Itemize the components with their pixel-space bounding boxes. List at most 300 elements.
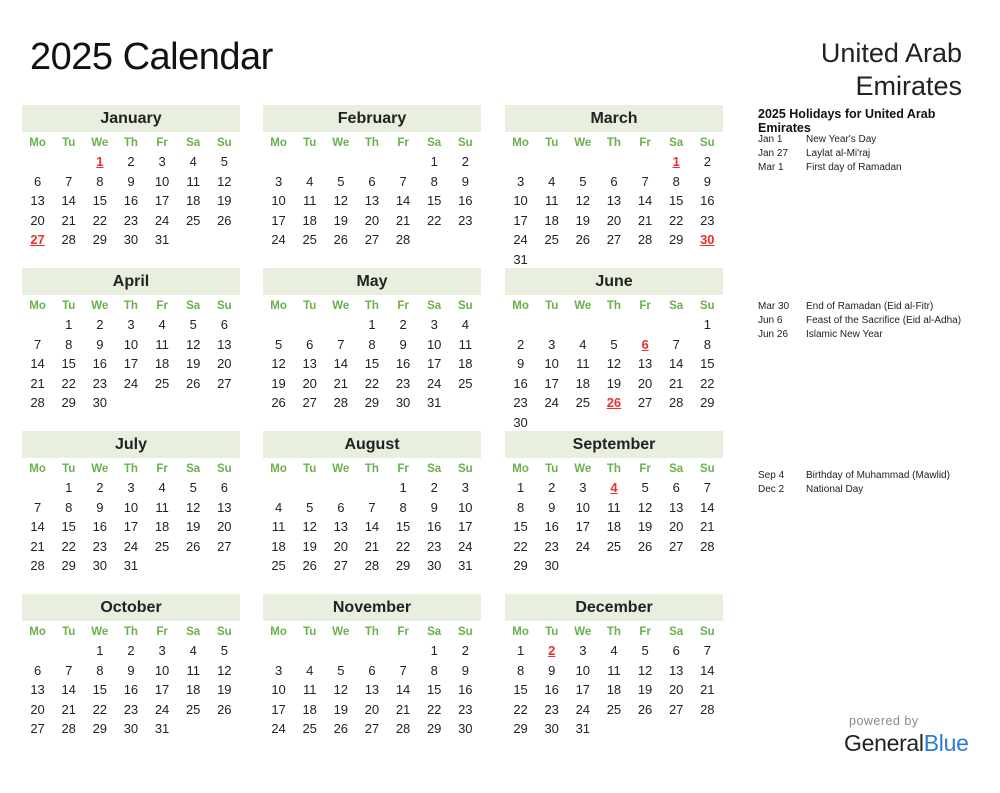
month-1 — [263, 105, 481, 250]
month-name: December — [505, 594, 723, 621]
calendar-day: 8 — [703, 336, 711, 352]
calendar-day: 28 — [30, 558, 45, 574]
calendar-day: 30 — [395, 395, 411, 411]
calendar-day: 25 — [185, 212, 201, 228]
calendar-day: 29 — [513, 721, 528, 737]
calendar-day: 9 — [548, 662, 556, 678]
holiday-date: Mar 1 — [758, 162, 784, 173]
empty-cell — [536, 152, 567, 172]
holiday-name: Islamic New Year — [806, 329, 883, 340]
month-0 — [22, 105, 240, 250]
calendar-day: 24 — [154, 701, 170, 717]
calendar-day: 17 — [154, 682, 170, 698]
calendar-day: 20 — [668, 519, 684, 535]
empty-cell — [505, 315, 536, 335]
empty-cell — [356, 641, 387, 661]
calendar-day: 28 — [637, 232, 653, 248]
calendar-day: 10 — [513, 193, 528, 209]
calendar-day: 13 — [637, 356, 653, 372]
calendar-day: 22 — [700, 375, 715, 391]
calendar-day: 20 — [302, 375, 317, 391]
month-9 — [22, 594, 240, 739]
weekday-label: Tu — [62, 463, 76, 475]
month-name: February — [263, 105, 481, 132]
calendar-day: 2 — [516, 336, 525, 352]
holiday-day: 1 — [672, 154, 680, 169]
calendar-day: 5 — [579, 173, 587, 189]
calendar-day: 2 — [548, 480, 556, 495]
calendar-day: 22 — [61, 375, 76, 391]
month-2 — [505, 105, 723, 270]
weekday-label: We — [91, 137, 109, 149]
weekday-label: We — [574, 300, 592, 312]
month-name: April — [22, 268, 240, 295]
calendar-day: 29 — [700, 395, 715, 411]
calendar-day: 13 — [668, 499, 684, 515]
calendar-day: 14 — [700, 499, 715, 515]
weekday-label: Sa — [186, 300, 201, 312]
calendar-day: 21 — [700, 682, 715, 698]
calendar-day: 13 — [364, 193, 380, 209]
weekday-label: Tu — [62, 137, 76, 149]
weekday-label: Fr — [639, 626, 651, 638]
weekday-label: Su — [699, 300, 715, 312]
calendar-day: 21 — [61, 212, 76, 228]
calendar-day: 30 — [123, 232, 139, 248]
calendar-day: 20 — [333, 538, 349, 554]
calendar-day: 27 — [333, 558, 349, 574]
calendar-day: 25 — [606, 701, 622, 717]
calendar-day: 5 — [337, 662, 345, 678]
calendar-day: 1 — [65, 480, 73, 495]
empty-cell — [630, 315, 661, 335]
empty-cell — [22, 315, 53, 335]
calendar-day: 7 — [65, 662, 73, 678]
calendar-day: 12 — [185, 336, 201, 352]
weekday-label: Th — [123, 137, 138, 149]
calendar-day: 13 — [30, 193, 45, 209]
holiday-day: 4 — [610, 480, 618, 495]
empty-cell — [263, 478, 294, 498]
calendar-day: 1 — [399, 480, 407, 495]
empty-cell — [325, 152, 356, 172]
calendar-day: 23 — [513, 395, 528, 411]
calendar-day: 5 — [641, 480, 649, 495]
calendar-day: 9 — [399, 336, 407, 352]
month-10 — [263, 594, 481, 739]
calendar-day: 9 — [430, 499, 438, 515]
calendar-day: 29 — [92, 232, 108, 248]
calendar-day: 30 — [123, 721, 139, 737]
calendar-day: 14 — [364, 519, 380, 535]
calendar-day: 12 — [333, 682, 349, 698]
month-days-grid — [22, 298, 240, 413]
calendar-day: 10 — [154, 173, 170, 189]
calendar-day: 26 — [217, 701, 232, 717]
calendar-day: 25 — [302, 232, 317, 248]
holiday-day: 6 — [641, 336, 649, 352]
month-11 — [505, 594, 723, 739]
calendar-day: 25 — [302, 721, 317, 737]
calendar-day: 3 — [516, 173, 525, 189]
calendar-day: 7 — [33, 336, 42, 352]
calendar-day: 7 — [33, 499, 42, 515]
calendar-day: 26 — [333, 721, 349, 737]
calendar-day: 26 — [271, 395, 286, 411]
calendar-day: 6 — [368, 662, 376, 678]
weekday-label: Fr — [397, 300, 409, 312]
calendar-day: 28 — [333, 395, 349, 411]
calendar-day: 2 — [461, 154, 469, 169]
weekday-label: Mo — [270, 137, 287, 149]
calendar-day: 13 — [668, 662, 684, 678]
weekday-label: We — [332, 137, 350, 149]
month-name: August — [263, 431, 481, 458]
holiday-item — [758, 469, 988, 483]
calendar-day: 26 — [575, 232, 591, 248]
calendar-day: 19 — [333, 212, 349, 228]
calendar-day: 11 — [302, 193, 317, 209]
empty-cell — [22, 152, 53, 172]
holiday-list — [758, 300, 988, 342]
weekday-label: Tu — [303, 626, 317, 638]
calendar-day: 6 — [672, 643, 680, 658]
calendar-day: 14 — [395, 193, 411, 209]
weekday-label: Sa — [427, 137, 442, 149]
calendar-day: 9 — [548, 499, 556, 515]
calendar-day: 5 — [610, 336, 618, 352]
calendar-day: 11 — [155, 499, 169, 515]
calendar-day: 17 — [513, 212, 528, 228]
calendar-day: 24 — [575, 701, 591, 717]
holiday-item — [758, 483, 988, 497]
month-5 — [505, 268, 723, 433]
weekday-label: Th — [123, 300, 138, 312]
brand-text-blue: Blue — [923, 730, 969, 756]
calendar-day: 29 — [61, 395, 76, 411]
calendar-day: 19 — [271, 375, 286, 391]
calendar-day: 4 — [158, 480, 166, 495]
weekday-label: Su — [457, 300, 473, 312]
weekday-label: Su — [216, 463, 232, 475]
calendar-day: 3 — [579, 643, 587, 658]
calendar-day: 5 — [220, 154, 228, 169]
calendar-day: 24 — [426, 375, 442, 391]
calendar-day: 30 — [544, 721, 559, 737]
calendar-day: 16 — [700, 193, 715, 209]
calendar-day: 28 — [700, 701, 715, 717]
calendar-day: 21 — [637, 212, 653, 228]
calendar-day: 6 — [337, 499, 345, 515]
calendar-day: 20 — [30, 212, 45, 228]
calendar-day: 15 — [513, 682, 528, 698]
calendar-day: 24 — [544, 395, 559, 411]
calendar-day: 26 — [217, 212, 232, 228]
calendar-day: 19 — [185, 519, 201, 535]
calendar-day: 9 — [461, 173, 469, 189]
empty-cell — [505, 152, 536, 172]
weekday-label: Sa — [186, 137, 201, 149]
calendar-day: 23 — [426, 538, 442, 554]
calendar-day: 15 — [426, 682, 442, 698]
calendar-day: 31 — [154, 721, 170, 737]
calendar-day: 6 — [672, 480, 680, 495]
holiday-list — [758, 133, 988, 175]
calendar-day: 12 — [606, 356, 622, 372]
calendar-day: 18 — [302, 212, 317, 228]
calendar-day: 21 — [30, 375, 45, 391]
page-title: 2025 Calendar — [30, 36, 273, 78]
holiday-date: Jan 1 — [758, 134, 783, 145]
calendar-day: 14 — [395, 682, 411, 698]
calendar-day: 10 — [271, 682, 286, 698]
weekday-label: Sa — [186, 626, 201, 638]
calendar-day: 11 — [576, 356, 590, 372]
calendar-day: 2 — [96, 317, 104, 332]
holiday-item — [758, 314, 988, 328]
calendar-day: 31 — [154, 232, 170, 248]
calendar-day: 11 — [544, 193, 559, 209]
calendar-day: 12 — [217, 662, 232, 678]
empty-cell — [567, 315, 598, 335]
calendar-day: 7 — [399, 173, 407, 189]
calendar-day: 4 — [548, 173, 556, 189]
month-name: November — [263, 594, 481, 621]
calendar-day: 21 — [61, 701, 76, 717]
weekday-label: Fr — [397, 626, 409, 638]
calendar-day: 16 — [123, 682, 139, 698]
weekday-label: Fr — [156, 300, 168, 312]
holiday-day: 30 — [700, 232, 715, 248]
weekday-label: Mo — [512, 300, 529, 312]
month-days-grid — [505, 298, 723, 433]
calendar-day: 25 — [154, 538, 170, 554]
calendar-day: 4 — [189, 154, 197, 169]
empty-cell — [388, 641, 419, 661]
calendar-day: 19 — [185, 356, 201, 372]
calendar-day: 18 — [606, 682, 622, 698]
calendar-day: 2 — [399, 317, 407, 332]
month-days-grid — [263, 461, 481, 576]
calendar-day: 16 — [458, 682, 473, 698]
calendar-day: 18 — [154, 356, 170, 372]
calendar-day: 28 — [668, 395, 684, 411]
weekday-label: We — [91, 626, 109, 638]
holiday-name: First day of Ramadan — [806, 162, 902, 173]
generalblue-logo[interactable] — [844, 730, 969, 757]
month-name: July — [22, 431, 240, 458]
calendar-day: 20 — [606, 212, 622, 228]
calendar-day: 28 — [30, 395, 45, 411]
calendar-day: 8 — [65, 499, 73, 515]
calendar-day: 15 — [395, 519, 411, 535]
holiday-item — [758, 300, 988, 314]
calendar-day: 22 — [61, 538, 76, 554]
calendar-day: 29 — [395, 558, 411, 574]
calendar-day: 4 — [579, 336, 587, 352]
calendar-day: 13 — [217, 336, 232, 352]
calendar-day: 1 — [703, 317, 711, 332]
calendar-day: 6 — [220, 317, 228, 332]
calendar-day: 17 — [271, 212, 286, 228]
calendar-day: 24 — [123, 538, 139, 554]
calendar-day: 22 — [426, 212, 442, 228]
weekday-label: Sa — [427, 626, 442, 638]
calendar-day: 18 — [185, 682, 201, 698]
calendar-day: 6 — [610, 173, 618, 189]
calendar-day: 25 — [154, 375, 170, 391]
calendar-day: 17 — [458, 519, 473, 535]
calendar-day: 9 — [703, 173, 711, 189]
calendar-day: 26 — [185, 375, 201, 391]
weekday-label: Mo — [512, 463, 529, 475]
calendar-day: 25 — [606, 538, 622, 554]
calendar-day: 19 — [217, 193, 232, 209]
calendar-day: 20 — [668, 682, 684, 698]
calendar-day: 4 — [306, 662, 314, 678]
calendar-day: 26 — [302, 558, 317, 574]
calendar-day: 14 — [668, 356, 684, 372]
calendar-day: 4 — [274, 499, 283, 515]
calendar-day: 11 — [155, 336, 169, 352]
calendar-day: 21 — [395, 212, 411, 228]
weekday-label: Th — [606, 300, 621, 312]
weekday-label: Mo — [29, 626, 46, 638]
month-name: March — [505, 105, 723, 132]
calendar-day: 23 — [544, 538, 559, 554]
calendar-day: 15 — [668, 193, 684, 209]
calendar-day: 20 — [637, 375, 653, 391]
calendar-day: 19 — [606, 375, 622, 391]
calendar-day: 18 — [185, 193, 201, 209]
calendar-day: 17 — [575, 519, 591, 535]
calendar-day: 27 — [364, 232, 380, 248]
calendar-day: 29 — [668, 232, 684, 248]
calendar-day: 29 — [92, 721, 108, 737]
calendar-day: 26 — [637, 538, 653, 554]
calendar-day: 27 — [668, 701, 684, 717]
calendar-day: 28 — [61, 721, 76, 737]
calendar-day: 22 — [513, 538, 528, 554]
empty-cell — [53, 641, 84, 661]
calendar-day: 22 — [92, 212, 108, 228]
empty-cell — [630, 152, 661, 172]
weekday-label: Su — [457, 626, 473, 638]
month-days-grid — [505, 624, 723, 739]
calendar-day: 10 — [426, 336, 442, 352]
weekday-label: Th — [606, 137, 621, 149]
calendar-day: 13 — [333, 519, 349, 535]
calendar-day: 14 — [700, 662, 715, 678]
calendar-day: 3 — [127, 480, 135, 495]
holiday-date: Dec 2 — [758, 484, 785, 495]
empty-cell — [294, 641, 325, 661]
holiday-day: 27 — [30, 232, 45, 248]
calendar-day: 26 — [185, 538, 201, 554]
weekday-label: Tu — [545, 300, 559, 312]
calendar-day: 5 — [306, 499, 314, 515]
calendar-day: 7 — [337, 336, 345, 352]
calendar-day: 18 — [154, 519, 170, 535]
calendar-day: 8 — [368, 336, 376, 352]
calendar-day: 21 — [333, 375, 349, 391]
calendar-day: 7 — [65, 173, 73, 189]
weekday-label: Fr — [156, 137, 168, 149]
holiday-date: Mar 30 — [758, 301, 790, 312]
holidays-heading: 2025 Holidays for United Arab Emirates — [758, 107, 936, 135]
weekday-label: Th — [123, 626, 138, 638]
calendar-day: 6 — [33, 662, 42, 678]
month-8 — [505, 431, 723, 576]
calendar-day: 23 — [458, 212, 473, 228]
calendar-day: 25 — [575, 395, 591, 411]
calendar-day: 8 — [65, 336, 73, 352]
calendar-day: 7 — [703, 480, 711, 495]
weekday-label: Mo — [29, 137, 46, 149]
calendar-day: 7 — [399, 662, 407, 678]
weekday-label: Su — [457, 137, 473, 149]
calendar-day: 16 — [426, 519, 442, 535]
empty-cell — [294, 315, 325, 335]
calendar-day: 10 — [154, 662, 170, 678]
holiday-name: Birthday of Muhammad (Mawlid) — [806, 470, 950, 481]
calendar-day: 30 — [544, 558, 559, 574]
calendar-day: 17 — [154, 193, 170, 209]
month-days-grid — [22, 461, 240, 576]
calendar-day: 2 — [127, 643, 135, 658]
calendar-day: 10 — [123, 499, 139, 515]
empty-cell — [263, 641, 294, 661]
calendar-day: 29 — [364, 395, 380, 411]
calendar-day: 18 — [458, 356, 473, 372]
empty-cell — [536, 315, 567, 335]
calendar-day: 28 — [364, 558, 380, 574]
calendar-day: 30 — [426, 558, 442, 574]
calendar-day: 18 — [575, 375, 591, 391]
holiday-name: New Year's Day — [806, 134, 877, 145]
calendar-day: 22 — [426, 701, 442, 717]
empty-cell — [294, 478, 325, 498]
calendar-day: 14 — [30, 519, 45, 535]
calendar-day: 8 — [399, 499, 407, 515]
weekday-label: Fr — [639, 137, 651, 149]
calendar-day: 16 — [544, 682, 559, 698]
calendar-day: 19 — [637, 682, 653, 698]
month-days-grid — [263, 298, 481, 413]
calendar-day: 18 — [302, 701, 317, 717]
calendar-day: 2 — [430, 480, 438, 495]
weekday-label: Fr — [397, 137, 409, 149]
calendar-day: 23 — [92, 538, 108, 554]
calendar-day: 8 — [96, 662, 104, 678]
calendar-day: 1 — [516, 480, 525, 495]
month-6 — [22, 431, 240, 576]
calendar-day: 24 — [513, 232, 528, 248]
weekday-label: Su — [216, 137, 232, 149]
calendar-day: 20 — [217, 356, 232, 372]
calendar-day: 27 — [364, 721, 380, 737]
calendar-day: 15 — [61, 519, 76, 535]
empty-cell — [567, 152, 598, 172]
calendar-day: 10 — [575, 499, 591, 515]
calendar-day: 5 — [641, 643, 649, 658]
calendar-day: 27 — [217, 538, 232, 554]
calendar-day: 28 — [395, 721, 411, 737]
calendar-day: 2 — [461, 643, 469, 658]
calendar-day: 21 — [395, 701, 411, 717]
calendar-day: 27 — [30, 721, 45, 737]
empty-cell — [263, 152, 294, 172]
